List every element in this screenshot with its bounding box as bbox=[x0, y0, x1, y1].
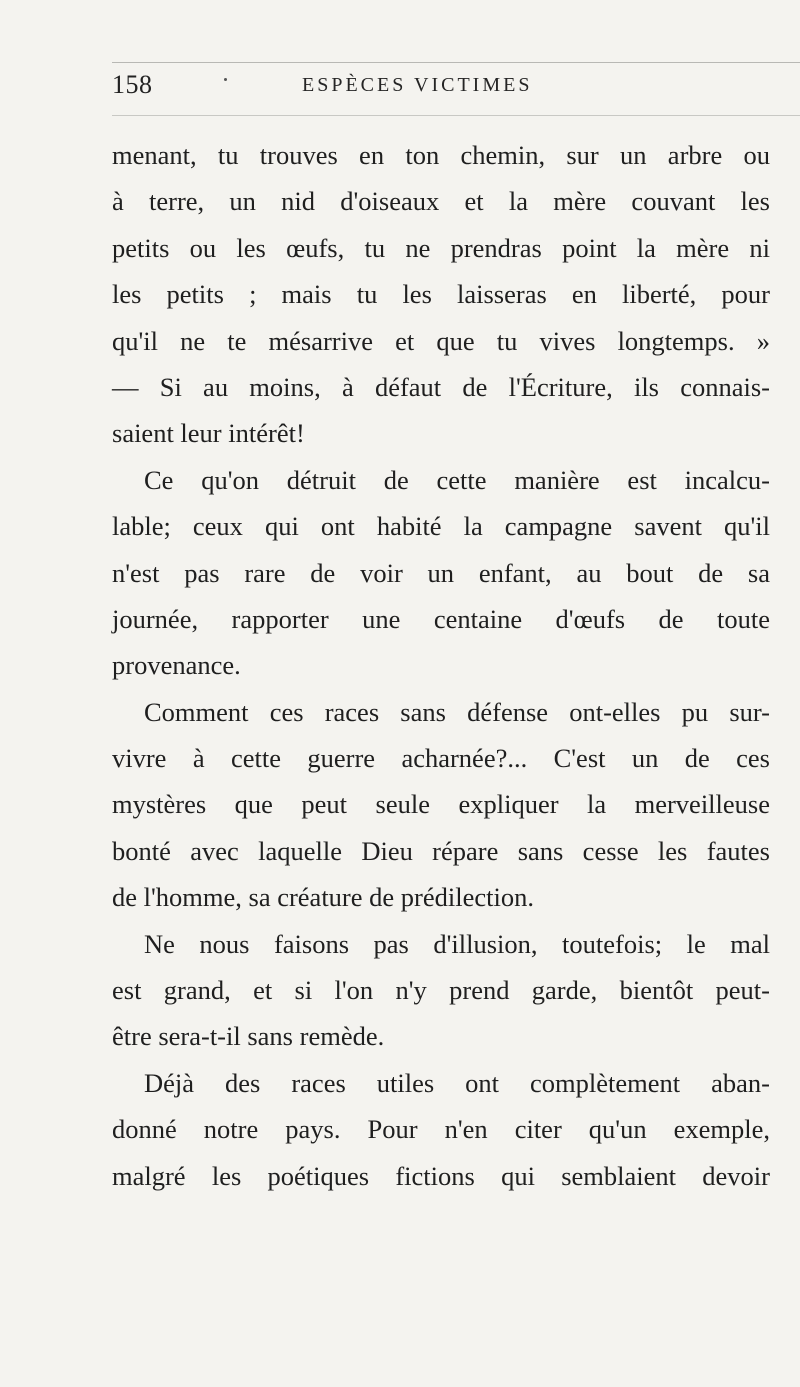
text-line: vivre à cette guerre acharnée?... C'est un de ces bbox=[112, 743, 770, 774]
paragraph-start-line: Comment ces races sans défense ont-elles pu sur- bbox=[144, 696, 770, 727]
text-line: de l'homme, sa créature de prédilection. bbox=[112, 882, 534, 913]
text-line: qu'il ne te mésarrive et que tu vives longtemps. » bbox=[112, 325, 770, 356]
text-line: journée, rapporter une centaine d'œufs de toute bbox=[112, 603, 770, 634]
text-line: malgré les poétiques fictions qui semblaient devoir bbox=[112, 1160, 770, 1191]
paragraph-start-line: Déjà des races utiles ont complètement aban- bbox=[144, 1067, 770, 1098]
paragraph-start-line: Ne nous faisons pas d'illusion, toutefois; le mal bbox=[144, 928, 770, 959]
body-text bbox=[112, 132, 770, 1199]
text-line: n'est pas rare de voir un enfant, au bout de sa bbox=[112, 557, 770, 588]
text-line: petits ou les œufs, tu ne prendras point la mère ni bbox=[112, 232, 770, 263]
text-line: bonté avec laquelle Dieu répare sans cesse les fautes bbox=[112, 835, 770, 866]
text-line: à terre, un nid d'oiseaux et la mère couvant les bbox=[112, 186, 770, 217]
text-line: donné notre pays. Pour n'en citer qu'un exemple, bbox=[112, 1114, 770, 1145]
text-line: lable; ceux qui ont habité la campagne savent qu'il bbox=[112, 511, 770, 542]
text-line: être sera-t-il sans remède. bbox=[112, 1021, 385, 1052]
running-head bbox=[112, 70, 712, 106]
text-line: mystères que peut seule expliquer la merveilleuse bbox=[112, 789, 770, 820]
text-line: saient leur intérêt! bbox=[112, 418, 305, 449]
page-number: 158 bbox=[112, 70, 153, 99]
header-rule bbox=[112, 115, 800, 116]
top-rule bbox=[112, 62, 800, 63]
text-line: menant, tu trouves en ton chemin, sur un arbre ou bbox=[112, 140, 770, 170]
text-line: les petits ; mais tu les laisseras en liberté, pour bbox=[112, 279, 770, 310]
header-dot bbox=[224, 78, 227, 81]
paragraph-start-line: Ce qu'on détruit de cette manière est incalcu- bbox=[144, 464, 770, 495]
text-line: est grand, et si l'on n'y prend garde, bientôt peut- bbox=[112, 975, 770, 1006]
running-title: ESPÈCES VICTIMES bbox=[302, 74, 533, 96]
text-line: — Si au moins, à défaut de l'Écriture, ils connais- bbox=[112, 371, 770, 402]
text-line: provenance. bbox=[112, 650, 241, 681]
